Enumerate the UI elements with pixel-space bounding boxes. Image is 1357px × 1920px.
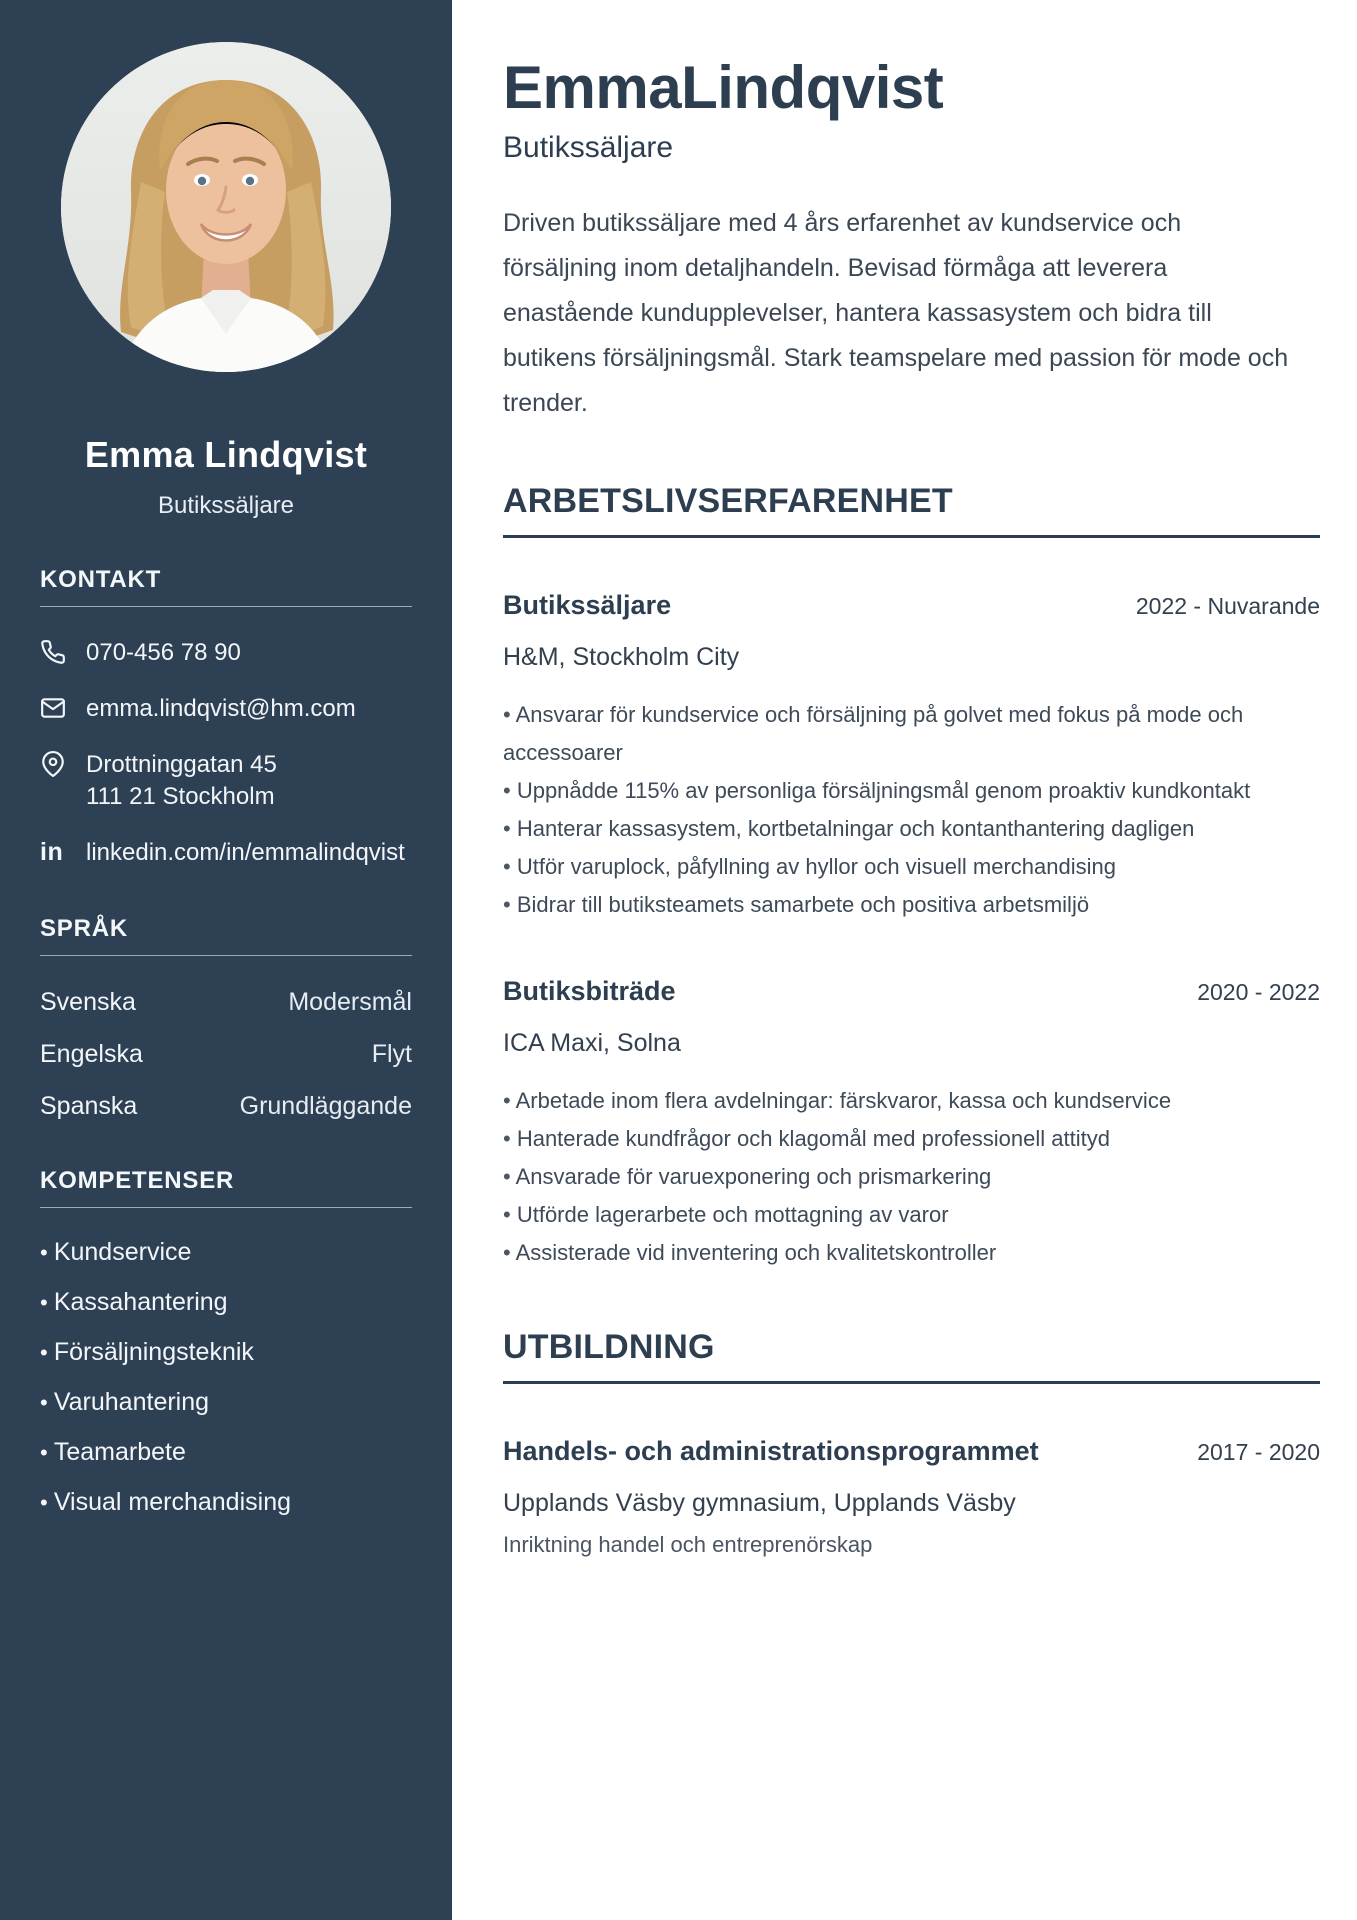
skill-item: • Kundservice <box>40 1238 412 1267</box>
job-title: Butikssäljare <box>503 590 672 620</box>
profile-summary: Driven butikssäljare med 4 års erfarenhet av kundservice och försäljning inom detaljhandeln. Bevisad förmåga att leverera enastående kundupplevelser, hantera kassasystem och bidra till butikens försäljningsmål. Stark teamspelare med passion för mode och trender. <box>503 209 1289 417</box>
job-bullet: • Bidrar till butiksteamets samarbete och positiva arbetsmiljö <box>503 886 1293 924</box>
contact-phone-row <box>40 637 412 669</box>
linkedin-icon: in <box>40 838 64 866</box>
skill-item: • Försäljningsteknik <box>40 1338 412 1367</box>
languages-section <box>40 915 412 1121</box>
education-entry <box>503 1436 1320 1558</box>
experience-section <box>503 482 1320 1272</box>
job-bullet: • Ansvarar för kundservice och försäljning på golvet med fokus på mode och accessoarer <box>503 696 1293 772</box>
profile-photo-illustration <box>61 42 391 372</box>
language-level: Flyt <box>371 1040 412 1068</box>
address-line1: Drottninggatan 45 <box>86 751 277 778</box>
job-header <box>503 590 1320 621</box>
job-bullet-list <box>503 1082 1293 1272</box>
contact-linkedin-row <box>40 837 412 869</box>
experience-heading: ARBETSLIVSERFARENHET <box>503 482 1320 538</box>
education-school: Upplands Väsby gymnasium, Upplands Väsby <box>503 1489 1016 1517</box>
job-bullet-list <box>503 696 1293 924</box>
education-header <box>503 1436 1320 1467</box>
job-bullet: • Arbetade inom flera avdelningar: färskvaror, kassa och kundservice <box>503 1082 1293 1120</box>
job-bullet: • Uppnådde 115% av personliga försäljningsmål genom proaktiv kundkontakt <box>503 772 1293 810</box>
language-list <box>40 988 412 1121</box>
language-level: Modersmål <box>288 988 412 1016</box>
education-note: Inriktning handel och entreprenörskap <box>503 1532 873 1557</box>
address-line2: 111 21 Stockholm <box>86 783 275 810</box>
job-company: ICA Maxi, Solna <box>503 1029 681 1057</box>
skill-item: • Kassahantering <box>40 1288 412 1317</box>
education-list <box>503 1436 1320 1558</box>
skills-section <box>40 1167 412 1517</box>
job-bullet: • Utför varuplock, påfyllning av hyllor och visuell merchandising <box>503 848 1293 886</box>
mail-icon <box>40 695 70 721</box>
map-pin-icon <box>40 751 70 777</box>
sidebar-name: Emma Lindqvist <box>84 434 368 475</box>
education-heading: UTBILDNING <box>503 1328 1320 1384</box>
job-bullet: • Utförde lagerarbete och mottagning av varor <box>503 1196 1293 1234</box>
skills-heading: KOMPETENSER <box>40 1167 412 1208</box>
language-level: Grundläggande <box>239 1092 412 1120</box>
language-name: Spanska <box>40 1092 138 1120</box>
language-row <box>40 1040 412 1069</box>
email-value: emma.lindqvist@hm.com <box>86 695 356 722</box>
job-header <box>503 976 1320 1007</box>
job-list <box>503 590 1320 1272</box>
address-value <box>86 749 277 813</box>
contact-address-row <box>40 749 412 813</box>
contact-heading: KONTAKT <box>40 566 412 607</box>
phone-value: 070-456 78 90 <box>86 639 241 666</box>
skill-item: • Teamarbete <box>40 1438 412 1467</box>
profile-photo <box>61 42 391 372</box>
language-name: Svenska <box>40 988 136 1016</box>
main-content <box>452 0 1357 1920</box>
job-period: 2020 - 2022 <box>1197 979 1320 1005</box>
language-name: Engelska <box>40 1040 143 1068</box>
job-entry <box>503 590 1320 924</box>
sidebar-job-title: Butikssäljare <box>157 492 295 519</box>
language-row <box>40 1092 412 1121</box>
languages-heading: SPRÅK <box>40 915 412 956</box>
job-bullet: • Assisterade vid inventering och kvalitetskontroller <box>503 1234 1293 1272</box>
job-company: H&M, Stockholm City <box>503 643 740 671</box>
contact-section <box>40 566 412 869</box>
linkedin-value: linkedin.com/in/emmalindqvist <box>86 839 405 866</box>
job-bullet: • Hanterar kassasystem, kortbetalningar och kontanthantering dagligen <box>503 810 1293 848</box>
job-bullet: • Ansvarade för varuexponering och prismarkering <box>503 1158 1293 1196</box>
skill-item: • Varuhantering <box>40 1388 412 1417</box>
skill-list <box>40 1238 412 1517</box>
contact-list <box>40 637 412 869</box>
sidebar <box>0 0 452 1920</box>
education-title: Handels- och administrationsprogrammet <box>503 1436 1039 1466</box>
skill-item: • Visual merchandising <box>40 1488 412 1517</box>
language-row <box>40 988 412 1017</box>
job-bullet: • Hanterade kundfrågor och klagomål med professionell attityd <box>503 1120 1293 1158</box>
page-subtitle: Butikssäljare <box>503 131 674 164</box>
education-section <box>503 1328 1320 1558</box>
education-period: 2017 - 2020 <box>1197 1439 1320 1465</box>
page-title: EmmaLindqvist <box>503 54 944 121</box>
job-title: Butiksbiträde <box>503 976 676 1006</box>
job-entry <box>503 976 1320 1272</box>
phone-icon <box>40 639 70 665</box>
contact-email-row <box>40 693 412 725</box>
job-period: 2022 - Nuvarande <box>1135 593 1320 619</box>
